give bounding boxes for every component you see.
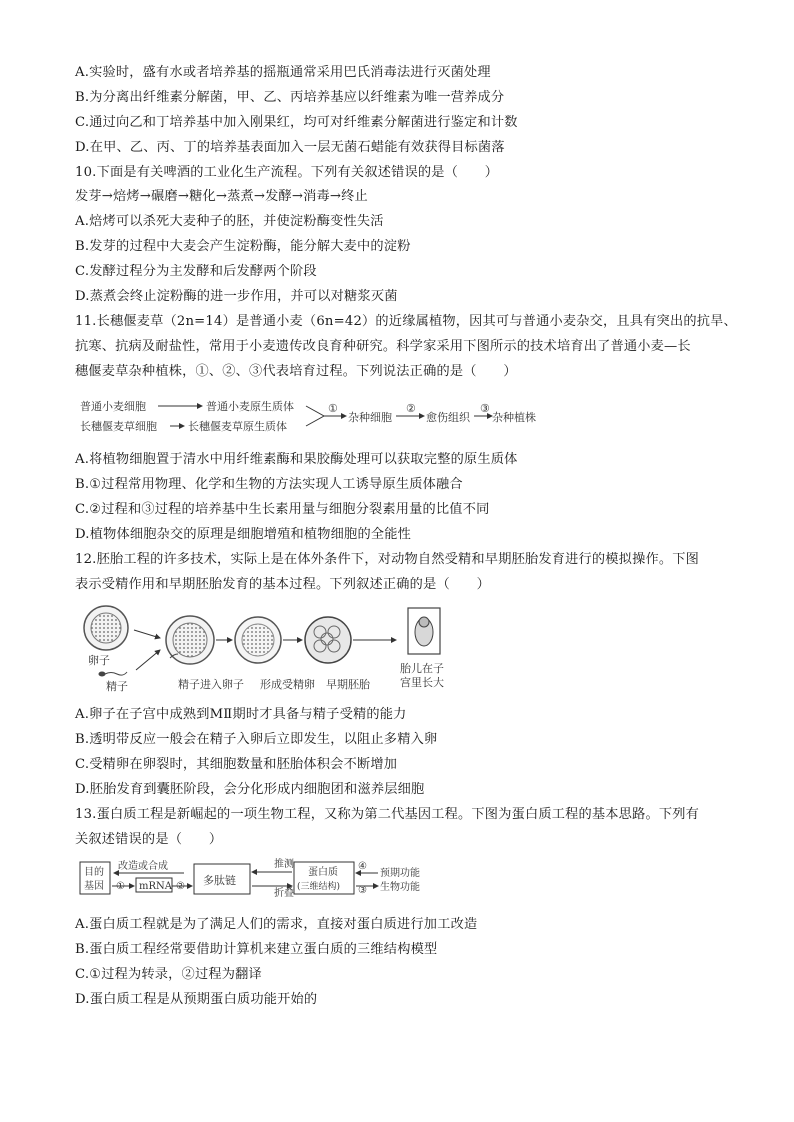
q11-callus: 愈伤组织 bbox=[426, 411, 470, 424]
q13-protein-label-2: (三维结构) bbox=[297, 882, 341, 892]
q13-step-4: ④ bbox=[358, 861, 367, 872]
q13-modify-label: 改造或合成 bbox=[118, 861, 168, 872]
q12-stem-line-1: 12.胚胎工程的许多技术，实际上是在体外条件下，对动物自然受精和早期胚胎发育进行的模拟操作。下图 bbox=[75, 552, 700, 567]
q10-option-c: C.发酵过程分为主发酵和后发酵两个阶段 bbox=[75, 264, 317, 279]
q11-cell-b: 长穗偃麦草细胞 bbox=[80, 420, 157, 433]
q11-merge-bracket bbox=[306, 406, 324, 426]
q11-step-3: ③ bbox=[480, 402, 490, 415]
q13-step-3: ③ bbox=[358, 885, 367, 896]
q11-step-1: ① bbox=[328, 402, 338, 415]
q11-proto-b: 长穗偃麦草原生质体 bbox=[188, 420, 287, 433]
q13-option-c: C.①过程为转录，②过程为翻译 bbox=[75, 967, 262, 982]
q10-flow: 发芽→焙烤→碾磨→糖化→蒸煮→发酵→消毒→终止 bbox=[75, 189, 368, 204]
q13-gene-label-2: 基因 bbox=[84, 881, 104, 892]
q12-fetus-label-2: 宫里长大 bbox=[400, 676, 444, 689]
q12-option-d: D.胚胎发育到囊胚阶段，会分化形成内细胞团和滋养层细胞 bbox=[75, 782, 425, 797]
q12-stem-line-2: 表示受精作用和早期胚胎发育的基本过程。下列叙述正确的是（ ） bbox=[75, 577, 491, 592]
early-embryo-icon bbox=[305, 617, 351, 663]
q12-fetus-label-1: 胎儿在子 bbox=[400, 662, 444, 675]
q10-option-d: D.蒸煮会终止淀粉酶的进一步作用，并可以对糖浆灭菌 bbox=[75, 289, 398, 304]
q11-option-b: B.①过程常用物理、化学和生物的方法实现人工诱导原生质体融合 bbox=[75, 477, 463, 492]
q11-stem-line-1: 11.长穗偃麦草（2n=14）是普通小麦（6n=42）的近缘属植物，因其可与普通小麦杂交，且具有突出的抗旱、 bbox=[75, 314, 737, 329]
egg-cell-icon bbox=[84, 606, 128, 650]
q11-option-a: A.将植物细胞置于清水中用纤维素酶和果胶酶处理可以获取完整的原生质体 bbox=[75, 452, 518, 467]
q9-option-b: B.为分离出纤维素分解菌，甲、乙、丙培养基应以纤维素为唯一营养成分 bbox=[75, 90, 505, 105]
q13-peptide-label: 多肽链 bbox=[203, 874, 236, 887]
q10-option-a: A.焙烤可以杀死大麦种子的胚，并使淀粉酶变性失活 bbox=[75, 214, 384, 229]
q11-cell-a: 普通小麦细胞 bbox=[80, 400, 146, 413]
q11-stem-line-3: 穗偃麦草杂种植株，①、②、③代表培育过程。下列说法正确的是（ ） bbox=[75, 364, 517, 379]
sperm-icon bbox=[99, 672, 128, 677]
q12-sperm-label: 精子 bbox=[106, 680, 128, 693]
q12-egg-label: 卵子 bbox=[88, 654, 110, 667]
q9-option-a: A.实验时，盛有水或者培养基的摇瓶通常采用巴氏消毒法进行灭菌处理 bbox=[75, 65, 491, 80]
q12-early-embryo-label: 早期胚胎 bbox=[326, 678, 370, 691]
q11-step-2: ② bbox=[406, 402, 416, 415]
q13-protein-label-1: 蛋白质 bbox=[308, 867, 338, 878]
q11-option-d: D.植物体细胞杂交的原理是细胞增殖和植物细胞的全能性 bbox=[75, 527, 411, 542]
q13-option-d: D.蛋白质工程是从预期蛋白质功能开始的 bbox=[75, 992, 318, 1007]
q12-sperm-enters-label: 精子进入卵子 bbox=[178, 678, 244, 691]
q12-option-a: A.卵子在子宫中成熟到MⅡ期时才具备与精子受精的能力 bbox=[75, 707, 407, 722]
q13-option-b: B.蛋白质工程经常要借助计算机来建立蛋白质的三维结构模型 bbox=[75, 942, 438, 957]
q13-function-label-2: 生物功能 bbox=[380, 882, 420, 893]
q11-stem-line-2: 抗寒、抗病及耐盐性，常用于小麦遗传改良育种研究。科学家采用下图所示的技术培育出了普通小麦—长 bbox=[75, 339, 691, 354]
q13-step-2: ② bbox=[176, 881, 185, 892]
q12-option-b: B.透明带反应一般会在精子入卵后立即发生，以阻止多精入卵 bbox=[75, 732, 438, 747]
q13-step-1: ① bbox=[116, 881, 125, 892]
sperm-entering-egg-icon bbox=[166, 616, 214, 664]
q13-option-a: A.蛋白质工程就是为了满足人们的需求，直接对蛋白质进行加工改造 bbox=[75, 917, 478, 932]
q13-infer-label: 推测 bbox=[274, 859, 294, 870]
q12-diagram bbox=[78, 602, 478, 696]
q11-proto-a: 普通小麦原生质体 bbox=[206, 400, 294, 413]
q13-stem-line-2: 关叙述错误的是（ ） bbox=[75, 832, 223, 847]
q11-hybrid-plant: 杂种植株 bbox=[492, 411, 536, 424]
q10-option-b: B.发芽的过程中大麦会产生淀粉酶，能分解大麦中的淀粉 bbox=[75, 239, 411, 254]
q11-option-c: C.②过程和③过程的培养基中生长素用量与细胞分裂素用量的比值不同 bbox=[75, 502, 490, 517]
q13-stem-line-1: 13.蛋白质工程是新崛起的一项生物工程，又称为第二代基因工程。下图为蛋白质工程的基本思路。下列有 bbox=[75, 807, 700, 822]
q13-mrna-label: mRNA bbox=[139, 881, 172, 892]
q13-gene-label-1: 目的 bbox=[84, 867, 104, 878]
q13-diagram bbox=[78, 856, 440, 900]
q11-diagram bbox=[78, 394, 538, 438]
q10-stem: 10.下面是有关啤酒的工业化生产流程。下列有关叙述错误的是（ ） bbox=[75, 165, 499, 180]
q9-option-d: D.在甲、乙、丙、丁的培养基表面加入一层无菌石蜡能有效获得目标菌落 bbox=[75, 140, 505, 155]
q12-option-c: C.受精卵在卵裂时，其细胞数量和胚胎体积会不断增加 bbox=[75, 757, 398, 772]
q12-arrow-egg bbox=[134, 630, 160, 638]
q13-function-label-1: 预期功能 bbox=[380, 868, 420, 879]
fetus-in-uterus-icon bbox=[408, 608, 440, 654]
q12-zygote-label: 形成受精卵 bbox=[260, 678, 315, 691]
q12-arrow-sperm bbox=[136, 650, 160, 670]
q9-option-c: C.通过向乙和丁培养基中加入刚果红，均可对纤维素分解菌进行鉴定和计数 bbox=[75, 115, 518, 130]
q11-hybrid-cell: 杂种细胞 bbox=[348, 411, 392, 424]
q13-fold-label: 折叠 bbox=[274, 888, 294, 899]
zygote-icon bbox=[235, 617, 281, 663]
